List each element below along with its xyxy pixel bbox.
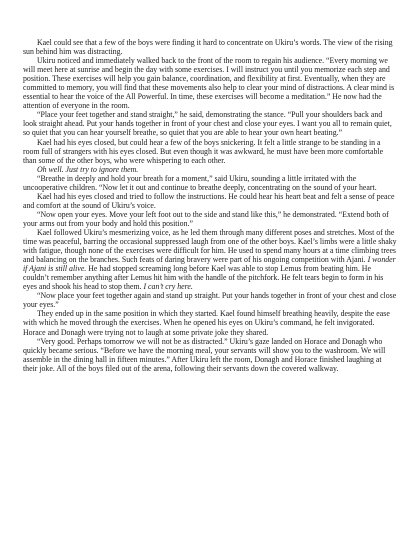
paragraph-9-italic-thought: I wonder if Ajani is still alive. — [23, 255, 396, 274]
paragraph-9-italic-end: I can’t cry here. — [143, 282, 193, 292]
paragraph-9-text: Kael followed Ukiru’s mesmerizing voice, as he led them through many different poses and stretches. Most of the time was peaceful, barring the occasional suppressed laugh from one of the other boys. Kael’s limbs were a little shaky with fatigue, though none of the exercises were difficult for him. He used to spend many hours at a time climbing trees and balancing on the branches. Such feats of daring bravery were part of his ongoing competition with Ajani. — [23, 227, 397, 265]
paragraph-5-thought: Oh well. Just try to ignore them. — [37, 164, 139, 174]
paragraph-11: They ended up in the same position in which they started. Kael found himself breathing heavily, despite the ease with which he moved through the exercises. When he opened his eyes on Ukiru’s command, he felt invigorated. Horace and Donagh were trying not to laugh at some private joke they shared. — [23, 309, 390, 337]
paragraph-9 — [23, 228, 397, 291]
paragraph-4: Kael had his eyes closed, but could hear a few of the boys snickering. It felt a little strange to be standing in a room full of strangers with his eyes closed. But even though it was awkward, he must have been more comfortable than some of the other boys, who were whispering to each other. — [23, 137, 384, 165]
paragraph-10: “Now place your feet together again and stand up straight. Put your hands together in front of your chest and close your eyes.” — [23, 291, 397, 310]
paragraph-9-tail: He had stopped screaming long before Kael was able to stop Lemus from beating him. He couldn’t remember anything after Lemus hit him with the handle of the pitchfork. He felt tears begin to form in his eyes and shook his head to stop them. — [23, 264, 384, 292]
paragraph-8: “Now open your eyes. Move your left foot out to the side and stand like this,” he demonstrated. “Extend both of your arms out from your body and hold this position.” — [23, 209, 389, 228]
paragraph-6: “Breathe in deeply and hold your breath for a moment,” said Ukiru, sounding a little irritated with the uncooperative children. “Now let it out and continue to breathe deeply, concentrating on the sound of your heart. — [23, 173, 377, 192]
paragraph-2: Ukiru noticed and immediately walked back to the front of the room to regain his audience. “Every morning we will meet here at sunrise and begin the day with some exercises. I will instruct you until you memorize each step and position. These exercises will help you gain balance, coordination, and flexibility at first. Eventually, when they are committed to memory, you will find that these movements also help to clear your mind of distractions. A clear mind is essential to hear the voice of the All Powerful. In time, these exercises will become a meditation.” He now had the attention of everyone in the room. — [23, 56, 395, 111]
paragraph-3: “Place your feet together and stand straight,” he said, demonstrating the stance. “Pull your shoulders back and look straight ahead. Put your hands together in front of your chest and close your eyes. I want you all to remain quiet, so quiet that you can hear yourself breathe, so quiet that you are able to hear your own heart beating.” — [23, 110, 392, 138]
paragraph-1: Kael could see that a few of the boys were finding it hard to concentrate on Ukiru’s words. The view of the rising sun behind him was distracting. — [23, 38, 393, 57]
paragraph-12: “Very good. Perhaps tomorrow we will not be as distracted.” Ukiru’s gaze landed on Horace and Donagh who quickly became serious. “Before we have the morning meal, your servants will show you to the washroom. We will assemble in the dining hall in fifteen minutes.” After Ukiru left the room, Donagh and Horace finished laughing at their joke. All of the boys filed out of the arena, following their servants down the covered walkway. — [23, 336, 386, 373]
paragraph-7: Kael had his eyes closed and tried to follow the instructions. He could hear his heart beat and felt a sense of peace and comfort at the sound of Ukiru’s voice. — [23, 191, 395, 210]
